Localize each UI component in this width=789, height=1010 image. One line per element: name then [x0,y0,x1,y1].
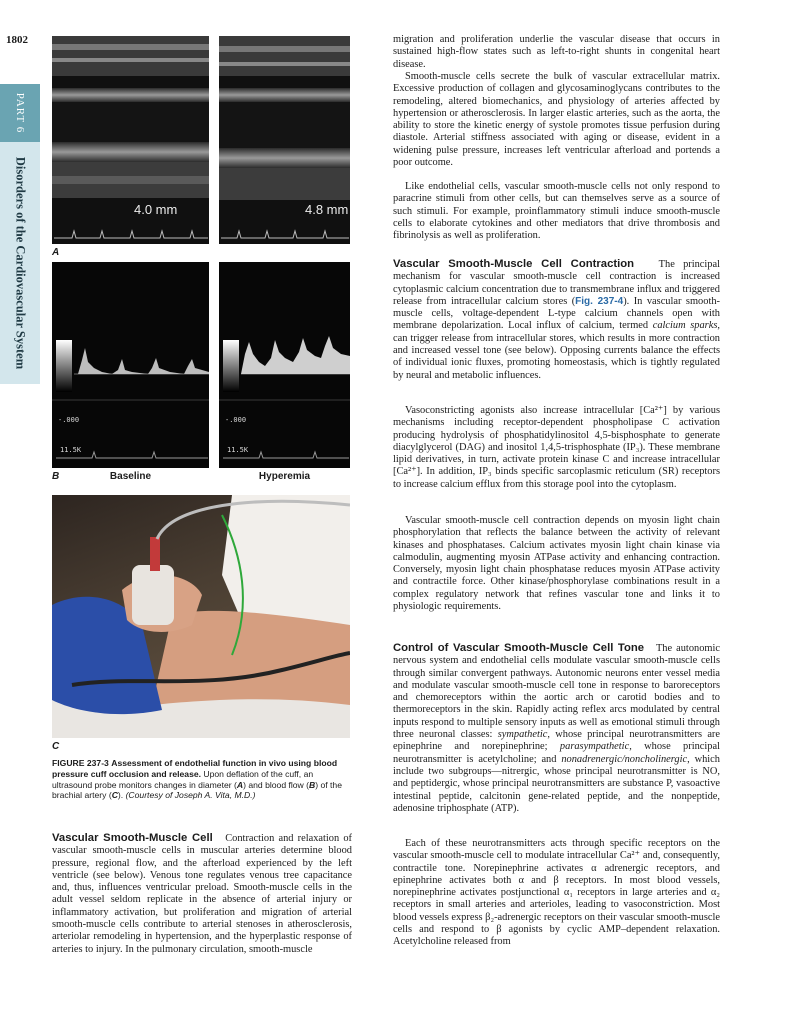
doppler-scale-readout: 11.5K [60,446,82,454]
diameter-measure-baseline: 4.0 mm [134,202,178,217]
caption-text: ) of the brachial artery ( [52,779,342,801]
caption-courtesy: (Courtesy of Joseph A. Vita, M.D.) [125,790,256,801]
paragraph-2: Like endothelial cells, vascular smooth-muscle cells not only respond to paracrine stimuli from other cells, but can themselves serve as a source of such stimuli. For example, proinflammatory stimuli induce smooth-muscle cells to elaborate cytokines and other mediators that drive thrombosis and fibrinolysis as well as proliferation. [393,181,720,242]
paragraph-text: ). In vascular smooth-muscle cells, voltage-dependent L-type calcium channels open with membrane depolarization. Local influx of calcium, termed [393,295,720,332]
figure-title: Assessment of endothelial function in vivo using blood pressure cuff occlusion and release. [52,758,338,779]
page-number: 1802 [6,34,28,46]
figure-label: FIGURE 237-3 [52,758,109,768]
figure-link-237-4[interactable]: Fig. 237-4 [575,295,624,307]
paragraph-3 [393,258,720,382]
baseline-label: Baseline [109,471,152,482]
section-heading-vascular-smooth-muscle-cell: Vascular Smooth-Muscle Cell [52,832,213,844]
paragraph-text: , can trigger release from intracellular stores, which results in more contraction and increased vessel tone (see below). Opposing currents balance the effects of individual ionic fluxes, promoting homeostasis, which is tightly regulated by neural and metabolic influences. [393,320,720,381]
paragraph-text: , whose principal neurotransmitters are epinephrine and norepinephrine; [393,729,721,753]
doppler-scale-readout: 11.5K [227,446,249,454]
ultrasound-texture [52,36,209,244]
paragraph-text: The principal mechanism for vascular smooth-muscle cell contraction is increased cytoplasmic calcium concentration due to transmembrane influx and triggered release from intracellular calcium stores ( [393,259,720,307]
caption-text: ) and blood flow ( [243,779,310,790]
doppler-zero-readout: -.000 [225,416,247,424]
caption-ref-c: C [111,790,118,801]
emphasis-nonadrenergic: nonadrenergic/noncholinergic [561,753,688,765]
paragraph-text: Contraction and relaxation of vascular smooth-muscle cells in muscular arteries determine blood pressure, regional flow, and the afterload experienced by the left ventricle (see below). Venous tone regulates venous tree capacitance and, thus, influences ventricular preload. Smooth-muscle cells in the adult vessel seldom replicate in the absence of arterial injury or inflammatory activation, but proliferation and migration of arterial smooth-muscle cells contribute to arterial stenoses in atherosclerosis, arteriolar remodeling in hypertension, and the hyperplastic response of arteries to injury. In the pulmonary circulation, smooth-muscle [52,833,352,955]
paragraph-4: Vasoconstricting agonists also increase intracellular [Ca²⁺] by various mechanisms including receptor-dependent phospholipase C activation producing hydrolysis of phosphatidylinositol 4,5-bisphosphate to generate diacylglycerol (DAG) and inositol 1,4,5-trisphosphate (IP₃). These membrane lipid derivatives, in turn, activate protein kinase C and increase intracellular [Ca²⁺]. In addition, IP₃ binds specific sarcoplasmic reticulum (SR) receptors to increase calcium efflux from this storage pool into the cytoplasm. [393,405,720,490]
panel-a-letter: A [52,247,60,258]
emphasis-calcium-sparks: calcium sparks [652,320,718,332]
emphasis-sympathetic: sympathetic [497,729,548,741]
paragraph-text: , which include two subgroups—nitrergic, whose principal neurotransmitter is NO, and peptidergic, whose principal neurotransmitters are substance P, vasoactive intestinal peptide, calcitonin gene-related peptide, and the nonpeptide, adenosine triphosphate (ATP). [393,753,720,814]
paragraph-text: , whose principal neurotransmitter is acetylcholine; and [393,741,720,765]
paragraph-7: Each of these neurotransmitters acts through specific receptors on the vascular smooth-muscle cell to modulate intracellular Ca²⁺ and, consequently, contractile tone. Norepinephrine activates α adrenergic receptors, and epinephrine activates both α and β receptors. In most blood vessels, norepinephrine activates postjunctional α₁ receptors in large arteries and α₂ receptors in small arteries and arterioles, leading to vasoconstriction. Most blood vessels express β₂-adrenergic receptors on their vascular smooth-muscle cells and respond to β agonists by cyclic AMP–dependent relaxation. Acetylcholine released from [393,838,720,948]
side-tab-section-label: Disorders of the Cardiovascular System [13,156,28,370]
ultrasound-image-baseline [52,36,209,244]
ultrasound-image-hyperemia [219,36,350,244]
paragraph-5: Vascular smooth-muscle cell contraction depends on myosin light chain phosphorylation that reflects the balance between the activity of relevant kinases and phosphatases. Calcium activates myosin light chain kinase via calmodulin, augmenting myosin ATPase activity and enhancing contraction. Conversely, myosin light chain phosphatase reduces myosin ATPase activity and contractile force. Other kinase/phosphorylase combinations result in a complex regulatory network that refines vascular tone and links it to physiologic requirements. [393,515,720,613]
doppler-waveform [52,262,209,468]
side-tab-section [0,142,40,384]
paragraph-1: Smooth-muscle cells secrete the bulk of vascular extracellular matrix. Excessive production of collagen and glycosaminoglycans contributes to the remodeling, altered biomechanics, and physiology of arteries affected by hypertension or atherosclerosis. In larger elastic arteries, such as the aorta, the ability to store the kinetic energy of systole promotes tissue perfusion during diastole. Arterial stiffness associated with aging or disease, evident in a widening pulse pressure, increases left ventricular afterload and portends a poor outcome. [393,71,720,169]
figure-caption [52,758,352,801]
section-heading-tone: Control of Vascular Smooth-Muscle Cell Tone [393,642,645,654]
brachial-artery-photo [52,495,350,738]
caption-ref-a: A [236,779,244,790]
vascular-smooth-muscle-cell-paragraph [52,832,352,956]
caption-text: ). [117,790,126,801]
doppler-waveform [219,262,350,468]
panel-b-letter: B [52,471,60,482]
side-tab-part [0,84,40,142]
emphasis-parasympathetic: parasympathetic [559,741,630,753]
paragraph-6 [393,642,720,815]
paragraph-0: migration and proliferation underlie the vascular disease that occurs in sustained high-flow states such as left-to-right shunts in congenital heart disease. [393,34,720,70]
side-tab-part-label: PART 6 [14,92,26,134]
photo-illustration [52,495,350,738]
caption-text: Upon deflation of the cuff, an ultrasound probe monitors changes in diameter ( [52,768,314,790]
doppler-hyperemia [219,262,350,468]
hyperemia-label: Hyperemia [258,471,311,482]
doppler-baseline [52,262,209,468]
doppler-zero-readout: -.000 [58,416,80,424]
caption-ref-b: B [309,779,316,790]
diameter-measure-hyperemia: 4.8 mm [305,202,349,217]
section-heading-contraction: Vascular Smooth-Muscle Cell Contraction [393,258,635,270]
side-tab [0,84,40,384]
panel-c-letter: C [52,741,60,752]
paragraph-text: The autonomic nervous system and endothelial cells modulate vascular smooth-muscle cells through similar convergent pathways. Autonomic neurons enter vessel media and modulate vascular smooth-muscle cell tone in response to baroreceptors and chemoreceptors within the aortic arch or carotid bodies and to thermoreceptors in the skin. Rapidly acting reflex arcs modulated by central inputs respond to multiple sensory inputs as well as emotional stimuli through three neuronal classes: [393,643,720,741]
